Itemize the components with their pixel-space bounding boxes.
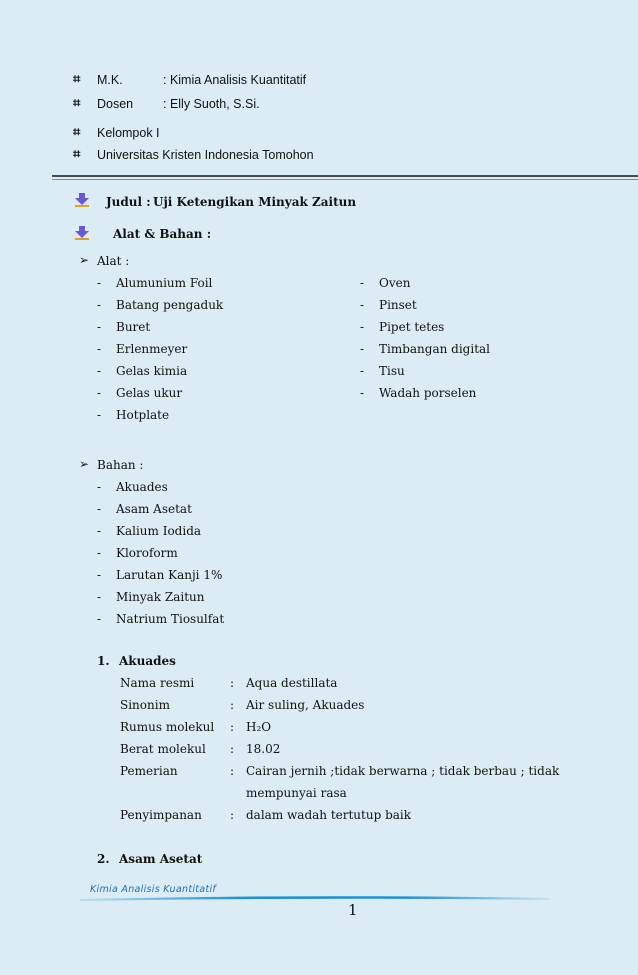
property-key: Rumus molekul (120, 720, 215, 734)
list-item: Pinset (379, 298, 417, 312)
list-item: Larutan Kanji 1% (116, 568, 223, 582)
course-value: : Kimia Analisis Kuantitatif (163, 73, 307, 87)
hash-icon: ⌗ (73, 95, 81, 110)
material-name: Akuades (119, 654, 176, 668)
property-value: mempunyai rasa (246, 786, 347, 800)
material-name: Asam Asetat (119, 852, 203, 866)
list-item: Akuades (116, 480, 168, 494)
list-item: Kalium Iodida (116, 524, 202, 538)
arrow-bullet-icon: ➢ (79, 457, 90, 471)
group-label: Kelompok I (97, 126, 160, 140)
property-value: H₂O (246, 720, 272, 734)
title-label: Judul : (106, 195, 151, 209)
list-item: Gelas ukur (116, 386, 183, 400)
property-value: 18.02 (246, 742, 281, 756)
material-number: 1. (97, 654, 110, 668)
list-item: Asam Asetat (116, 502, 192, 516)
arrow-bullet-icon: ➢ (79, 253, 90, 267)
list-item: Alumunium Foil (116, 276, 213, 290)
property-value: Air suling, Akuades (246, 698, 365, 712)
lecturer-label: Dosen (97, 97, 134, 111)
list-item: Minyak Zaitun (116, 590, 205, 604)
footer-title: Kimia Analisis Kuantitatif (90, 884, 217, 895)
list-item: Gelas kimia (116, 364, 188, 378)
footer-line (80, 894, 550, 902)
property-key: Berat molekul (120, 742, 206, 756)
lecturer-value: : Elly Suoth, S.Si. (163, 97, 260, 111)
down-arrow-bullet-icon (74, 226, 90, 240)
list-item: Wadah porselen (379, 386, 477, 400)
hash-icon: ⌗ (73, 124, 81, 139)
list-item: Hotplate (116, 408, 170, 422)
list-item: Erlenmeyer (116, 342, 188, 356)
header-divider (52, 175, 638, 177)
title-value: Uji Ketengikan Minyak Zaitun (153, 195, 357, 209)
list-item: Tisu (379, 364, 405, 378)
materials-heading: Bahan : (97, 458, 144, 472)
page-number: 1 (348, 901, 358, 919)
tools-heading: Alat : (97, 254, 130, 268)
list-item: Pipet tetes (379, 320, 445, 334)
list-item: Kloroform (116, 546, 178, 560)
list-item: Batang pengaduk (116, 298, 224, 312)
down-arrow-bullet-icon (74, 193, 90, 207)
property-value: dalam wadah tertutup baik (246, 808, 412, 822)
property-key: Nama resmi (120, 676, 195, 690)
material-number: 2. (97, 852, 110, 866)
hash-icon: ⌗ (73, 146, 81, 161)
list-item: Natrium Tiosulfat (116, 612, 225, 626)
list-item: Oven (379, 276, 411, 290)
tools-materials-label: Alat & Bahan : (113, 227, 212, 241)
course-label: M.K. (97, 73, 123, 87)
property-value: Aqua destillata (246, 676, 338, 690)
list-item: Timbangan digital (379, 342, 491, 356)
property-value: Cairan jernih ;tidak berwarna ; tidak berbau ; tidak (246, 764, 560, 778)
property-key: Sinonim (120, 698, 170, 712)
university-label: Universitas Kristen Indonesia Tomohon (97, 148, 314, 162)
header-divider-thin (52, 179, 638, 180)
property-key: Pemerian (120, 764, 178, 778)
list-item: Buret (116, 320, 151, 334)
hash-icon: ⌗ (73, 71, 81, 86)
property-key: Penyimpanan (120, 808, 202, 822)
